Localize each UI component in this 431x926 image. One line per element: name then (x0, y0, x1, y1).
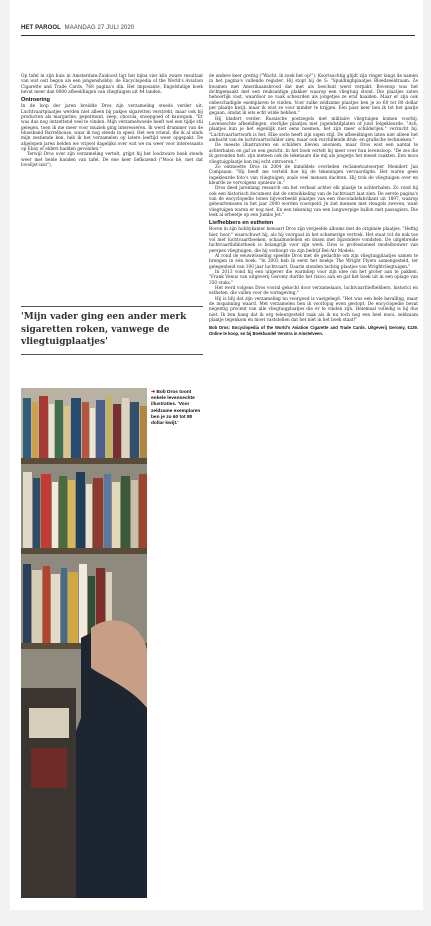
book-credit: Bob Dros: Encyclopedia of the World's Aviation Cigarette and Trade Cards. Uitgeverij Geromy, €139. Online te koop, en bij Boekhandel Venstra in Amstelveen. (209, 325, 418, 336)
body-paragraph: de andere keer grettig ("Wacht, ik zoek het op!"). Koortsachtig glijdt zijn vinger langs de namen in het pagina's vullende register. Hij stopt bij de S: "Spuldinghplaatjes Bloedzeeldraam. Ze kwamen met Amerikaansbrood dat met als beschuit werd verpakt. Bovenop was het dichtgemaakt met een reuksantige plakker waarop een vliegtuig stond. Die plaatjes zaten behoorlijk vast, waardoor ze vaak scheurden als jongetjes ze eraf haalden. Maar er zijn ook onbeschadigde exemplaren te vinden. Voor zulke zeldzame plaatjes ben je zo 60 tot 80 dollar per plaatje kwijt, maar ik wist ze voor minder te krijgen. Een paar keer ben ik tot het gaatje gegaan, omdat ik iets echt wilde hebben." (209, 74, 418, 117)
article-photo (21, 388, 147, 898)
body-paragraph: Hij bladert verder. Russische postzegels met militaire vliegtuigen komen voorbij. Levensechte afbeeldingen, sterlijke plaatjes met jugendstilplaten of juist felgekleurde. "Ach, plaatjes kun je het eigenlijk niet eens noemen, het zijn meer schilderijen," verzucht hij. "Luchtvaartartwork is het. Elke serie heeft zijn eigen stijl. De afbeeldingen laten niet alleen het ambacht van de luchtvaartschilder zien, maar ook vurchillende druk- en grafische technieken." (209, 116, 418, 144)
body-paragraph: Terwijl Dros over zijn verzameling vertelt, grijpt hij het loodzware boek steeds weer met beide handen van tafel. De ene keer liefkozend ("Mooi hè, met dat lovelijst-ixin"), (21, 152, 203, 169)
body-paragraph: Het werd volgens Dros vooral gekocht door verzamelaars, luchtvaartliefhebbers, historici en estheten, die vallen voor de vormgeving." (209, 286, 418, 297)
newspaper-page (10, 0, 423, 910)
body-paragraph: Al rond de eeuwwisseling speelde Dros met de gedachte om zijn vliegtuigplaatjes samen te brengen in één boek. "In 2003 heb ik eerst het boekje The Wright Flyers samengesteld, ter gelegenheid van 100 jaar luchtvaart. Daarin stonden tachtig plaatjes van Wrightvliegtuigen." (209, 254, 418, 270)
bookshelf-photo-illustration (21, 388, 147, 898)
masthead-date: MAANDAG 27 JULI 2020 (64, 25, 135, 31)
body-paragraph: Boven in zijn hobbykamer bewaart Dros zijn vergeelde albums met de originele plaatjes. "Heftig hier, hoor," waarschuwt hij, als hij voorgaat in het schemerige vertrek. Het staat tot de nok toe vol met luchtvaartboeken, schaalmodellen en dozen met bijzondere vondsten. De uitgebreide luchtvaartbibliotheek is belangrijk voor zijn werk. Dros is professioneel modelbouwer van perspex vliegtuigen, die hij verkoopt via zijn bedrijf Bel-Air Models. (209, 227, 418, 254)
section-heading-ontroering: Ontroering (21, 97, 50, 104)
masthead (21, 25, 134, 31)
pull-quote (21, 306, 203, 355)
pull-quote-text: 'Mijn vader ging een ander merk sigaretten roken, vanwege de vliegtuigplaatjes' (21, 312, 187, 347)
header-rule (21, 35, 415, 36)
photo-caption (151, 390, 203, 427)
section-heading-liefhebbers: Liefhebbers en estheten (209, 220, 274, 227)
body-paragraph: Hij is blij dat zijn verzameling nu voorgoed is vastgelegd. "Het was een hele bevalling, maar de inspanning waard. Met verzamelen ben ik voorlopig even gestopt. De encyclopedie bevat negentig procent van alle vliegtuigplaatjes die er te vinden zijn. Helemaal volledig is hij dus niet. Ik ben bang dat ik erg teleurgesteld raak als ik nu toch nog een heel mooi, zeldzaam plaatje tegenkom en moet vaststellen dat het niet in het boek staat!" (209, 296, 418, 324)
caption-text: Bob Dros toont enkele levensechte illustraties. 'Voor zeldzame exemplaren ben je zo 60 tot 80 dollar kwijt.' (151, 390, 201, 427)
body-paragraph: Dros deed jarenlang research om het verhaal achter elk plaatje te achterhalen. Zo vond hij ook een historisch document dat de ontwikkeling van de luchtvaart laat zien. De eerste pagina's van de encyclopedie tonen bijvoorbeeld plaatjes van een chocoladefabrikant uit 1897, waarop gebeurtenissen in het jaar 2000 worden voorspeld. Je ziet mensen met vleugels zweven, want vliegtuigen waren er nog niet. En een tekening van een langwerpige ballon met passagiers. Die leek al erbeetje op een Jumbo Jet." (209, 186, 418, 218)
body-paragraph: In 2013 vond hij een uitgever die warmliep voor zijn idee om het groter aan te pakken. "Frank Venus van uitgeverij Geromy durfde het risico aan en gaf het boek uit in een oplage van 350 stuks." (209, 270, 418, 286)
body-paragraph: In de loop der jaren breidde Dros zijn verzameling steeds verder uit. Luchtvaartplaatjes werden niet alleen bij pakjes sigaretten verstrekt, maar ook bij producten als margarine, pepermunt, zeep, chocola, snoepgoed of kauwgum. "Er was dus nog ontzettend veel te vinden. Mijn verzamelwoede heeft wel een tijdje stil gelegen, toen ik me meer voor muziek ging interesseren. Ik werd drummer van de bluesband Barrelhouse, waar ik nog steeds in speel. Het een vriend, die ik al sinds mijn zestiende ken, heb ik het verzamelen op latere leeftijd weer opgepakt. De afgelopen jaren belden we vrijwel dagelijks over wat we nu weer voor interessants op Ebay of elders hadden gevonden." (21, 104, 203, 153)
article-column-right (209, 74, 418, 336)
body-paragraph: De meeste illustratoren en schilders bleven anoniem, maar Dros wist een aantal te achterhalen en gaf ze een gezicht. In het boek vertelt hij meer over hun levensloop. "De zes die ik gevonden heb, zijn meteen ook de tekenaars die mij als jongetje het meest raakten. Een mooi vliegtuigplaatje kon mij echt ontroeren." (209, 143, 418, 165)
masthead-brand: HET PAROOL (21, 25, 61, 31)
caption-arrow-icon: ➜ (151, 390, 156, 395)
body-paragraph: Zo ontmoette Dros in 2004 de inmiddels overleden reclametoatwerper Meindert Jan Compsaan. "Hij heeft me verteld hoe hij de tekeningen vervaardigde. Het waren geen ingekleurde foto's van vliegtuigen, zoals veel mensen dachten. Hij trok de vliegtuigen over en kleurde ze vervolgens opnieuw in." (209, 164, 418, 186)
article-column-left (21, 74, 203, 169)
intro-paragraph: Op tafel in zijn huis in Amsterdam-Zuidoost ligt het bijna vier kilo zware resultaat van wat ooit begon als een jongenshobby: de Encyclopedia of the World's Aviation Cigarette and Trade Cards, 768 pagina's dik. Het imposante, Engelstalige boek bevat meer dan 8000 afbeeldingen van vliegtuigen uit 44 landen. (21, 74, 203, 96)
